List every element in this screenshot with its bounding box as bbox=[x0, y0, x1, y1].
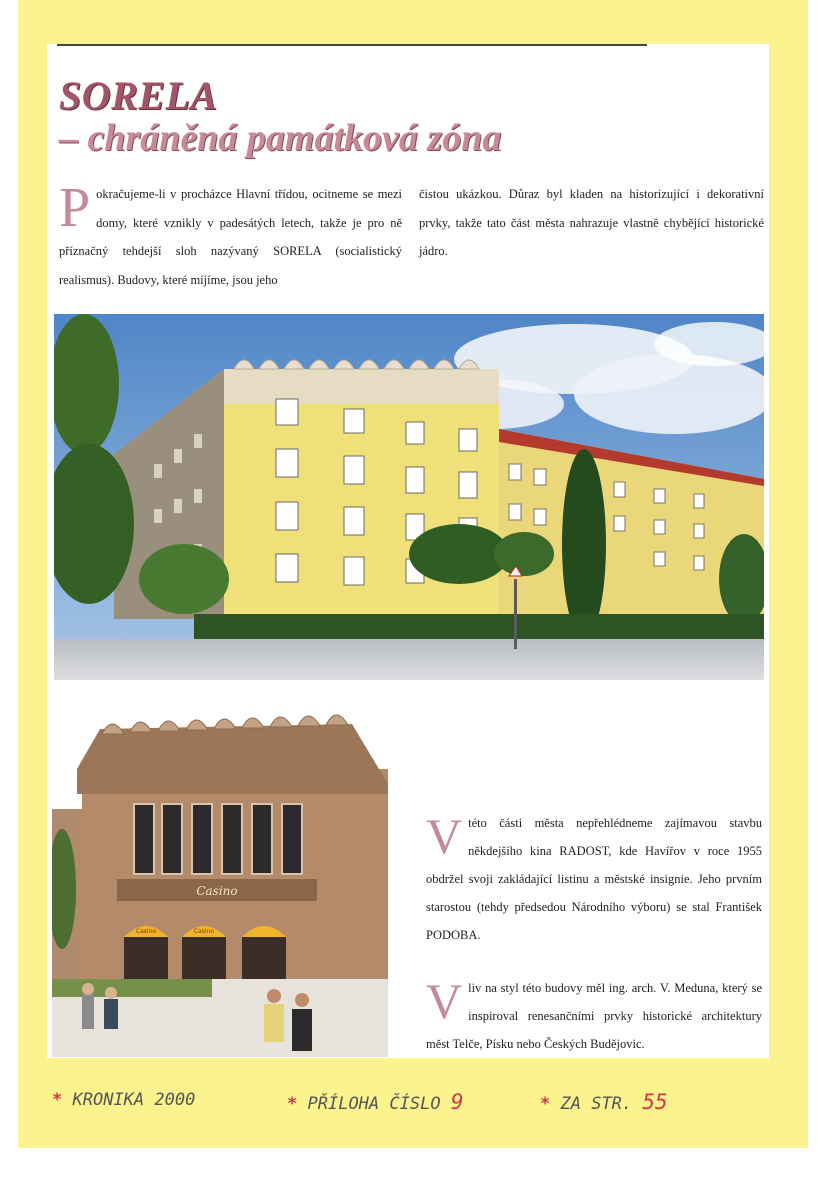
architect-paragraph-dropcap: V bbox=[426, 973, 463, 1029]
architect-paragraph bbox=[426, 974, 762, 1058]
document-page bbox=[47, 44, 769, 1058]
intro-column bbox=[59, 177, 402, 294]
awning-mid-label: Casino bbox=[193, 928, 215, 935]
page-title: SORELA bbox=[59, 73, 218, 118]
star-mark: * bbox=[52, 1090, 63, 1110]
star-mark: * bbox=[540, 1094, 551, 1114]
page-subtitle: – chráněná památková zóna bbox=[59, 117, 502, 159]
chronicle-text: KRONIKA 2000 bbox=[72, 1090, 196, 1110]
cinema-paragraph-dropcap: V bbox=[426, 808, 463, 864]
intro-text: okračujeme-li v procházce Hlavní třídou, ocitneme se mezi domy, které vznikly v padesátých letech, takže je pro ně příznačný tehdejší sloh nazývaný SORELA (socialistický realismus). Budovy, které míjíme, jsou jeho bbox=[59, 187, 402, 287]
awning-left-label: Casino bbox=[135, 928, 157, 935]
star-mark: * bbox=[287, 1094, 298, 1114]
cinema-paragraph bbox=[426, 809, 762, 949]
architect-paragraph-text: liv na styl této budovy měl ing. arch. V. Meduna, který se inspiroval renesančními prvky historické architektury měst Telče, Písku nebo Českých Budějovic. bbox=[426, 981, 762, 1051]
attachment-number: 9 bbox=[450, 1090, 464, 1114]
handwritten-note-attachment bbox=[287, 1090, 463, 1114]
page-ref-text: ZA STR. bbox=[560, 1094, 633, 1114]
second-column-text: čistou ukázkou. Důraz byl kladen na historizující i dekorativní prvky, takže tato část města nahrazuje vlastně chybějící historické jádro. bbox=[419, 187, 764, 258]
intro-dropcap: P bbox=[59, 177, 91, 239]
attachment-text: PŘÍLOHA ČÍSLO bbox=[307, 1094, 441, 1114]
handwritten-note-chronicle bbox=[52, 1090, 195, 1110]
top-rule bbox=[57, 44, 647, 46]
cinema-sign: Casino bbox=[196, 884, 238, 898]
second-column bbox=[419, 180, 764, 266]
photo-sorela-buildings bbox=[54, 314, 764, 680]
handwritten-note-page bbox=[540, 1090, 668, 1114]
cinema-paragraph-text: této části města nepřehlédneme zajímavou stavbu někdejšího kina RADOST, kde Havířov v roce 1955 obdržel svoji zakládající listinu a městské insignie. Jeho prvním starostou (tehdy předsedou Národního výboru) se stal František PODOBA. bbox=[426, 816, 762, 942]
photo-cinema-radost bbox=[52, 699, 388, 1057]
page-ref-number: 55 bbox=[642, 1090, 668, 1114]
